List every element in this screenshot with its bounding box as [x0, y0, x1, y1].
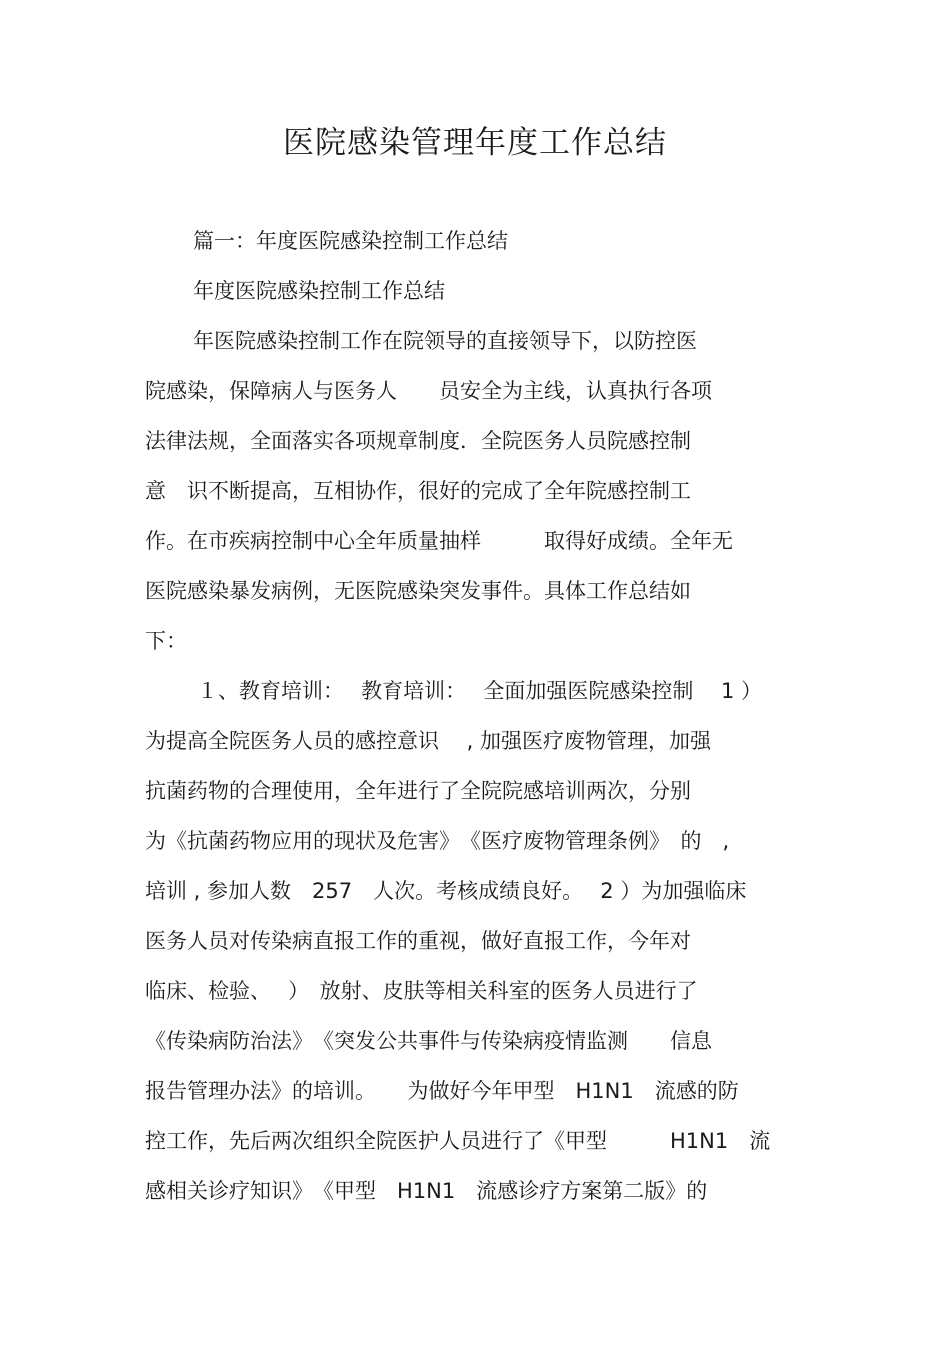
paragraph-line: 《传染病防治法》 《突发公共事件与传染病疫情监测 信息 — [145, 1029, 712, 1053]
section-subheading: 年度医院感染控制工作总结 — [193, 279, 445, 303]
document-title: 医院感染管理年度工作总结 — [283, 125, 667, 161]
paragraph-line: 院感染，保障病人与医务人 员安全为主线，认真执行各项 — [145, 379, 712, 403]
paragraph-line: 下： — [145, 629, 187, 653]
section-heading: 篇一：年度医院感染控制工作总结 — [193, 229, 508, 253]
paragraph-line: 临床、检验、 ） 放射、皮肤等相关科室的医务人员进行了 — [145, 979, 698, 1003]
paragraph-line: 医务人员对传染病直报工作的重视，做好直报工作，今年对 — [145, 929, 691, 953]
paragraph-line: 医院感染暴发病例，无医院感染突发事件。具体工作总结如 — [145, 579, 691, 603]
paragraph-line: 为《抗菌药物应用的现状及危害》 《医疗废物管理条例》 的 , — [145, 829, 730, 853]
paragraph-line: 法律法规，全面落实各项规章制度．全院医务人员院感控制 — [145, 429, 691, 453]
paragraph-line: 报告管理办法》的培训。 为做好今年甲型 H1N1 流感的防 — [145, 1079, 739, 1103]
paragraph-line: 作。在市疾病控制中心全年质量抽样 取得好成绩。全年无 — [145, 529, 733, 553]
paragraph-line: １、教育培训： 教育培训： 全面加强医院感染控制 1 ） — [197, 679, 763, 703]
paragraph-line: 培训 , 参加人数 257 人次。考核成绩良好。 2 ）为加强临床 — [145, 879, 747, 903]
paragraph-line: 感相关诊疗知识》 《甲型 H1N1 流感诊疗方案第二版》的 — [145, 1179, 708, 1203]
paragraph-line: 年医院感染控制工作在院领导的直接领导下，以防控医 — [193, 329, 697, 353]
paragraph-line: 为提高全院医务人员的感控意识 , 加强医疗废物管理，加强 — [145, 729, 712, 753]
paragraph-line: 抗菌药物的合理使用，全年进行了全院院感培训两次，分别 — [145, 779, 691, 803]
paragraph-line: 意 识不断提高，互相协作，很好的完成了全年院感控制工 — [145, 479, 691, 503]
paragraph-line: 控工作，先后两次组织全院医护人员进行了《甲型 H1N1 流 — [145, 1129, 771, 1153]
